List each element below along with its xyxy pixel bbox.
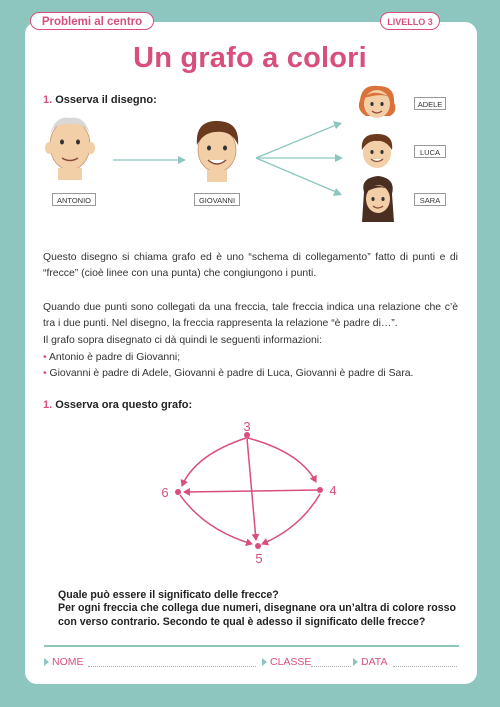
triangle-icon bbox=[353, 658, 358, 666]
footer-data[interactable]: DATA bbox=[353, 656, 387, 668]
node-6-label: 6 bbox=[161, 485, 169, 500]
paragraph-info: Il grafo sopra disegnato ci dà quindi le seguenti informazioni: bbox=[43, 335, 322, 346]
bullet-item-1: • Antonio è padre di Giovanni; bbox=[43, 352, 181, 363]
label-sara: SARA bbox=[414, 193, 446, 206]
data-line bbox=[393, 666, 457, 667]
level-tag: LIVELLO 3 bbox=[380, 12, 440, 30]
paragraph-definition: Questo disegno si chiama grafo ed è uno “schema di collegamento” fatto di punti e di “frecce” (cioè linee con una punta) che congiungono i punti. bbox=[43, 252, 458, 279]
label-luca: LUCA bbox=[414, 145, 446, 158]
label-antonio: ANTONIO bbox=[52, 193, 96, 206]
page-title: Un grafo a colori bbox=[133, 42, 367, 74]
nome-line bbox=[88, 666, 256, 667]
bullet-dot-icon: • bbox=[43, 368, 47, 379]
footer-nome[interactable]: NOME bbox=[44, 656, 84, 668]
edge-3-5 bbox=[247, 438, 256, 540]
edge-3-4 bbox=[248, 438, 316, 482]
footer-classe[interactable]: CLASSE bbox=[262, 656, 311, 668]
node-3-label: 3 bbox=[243, 419, 251, 434]
node-5 bbox=[255, 543, 261, 549]
edge-4-6 bbox=[184, 490, 318, 492]
bullet-dot-icon: • bbox=[43, 352, 47, 363]
edge-4-5 bbox=[262, 494, 320, 544]
node-6 bbox=[175, 489, 181, 495]
category-tag: Problemi al centro bbox=[30, 12, 154, 30]
edge-3-6 bbox=[182, 438, 246, 486]
triangle-icon bbox=[262, 658, 267, 666]
classe-line bbox=[311, 666, 351, 667]
bullet-item-2: • Giovanni è padre di Adele, Giovanni è padre di Luca, Giovanni è padre di Sara. bbox=[43, 368, 414, 379]
node-5-label: 5 bbox=[255, 551, 263, 566]
paragraph-relation: Quando due punti sono collegati da una freccia, tale freccia indica una relazione che c’è tra i due punti. Nel disegno, la freccia rappresenta la relazione “è padre di…”. bbox=[43, 302, 458, 329]
edge-6-5 bbox=[180, 495, 252, 544]
node-4 bbox=[317, 487, 323, 493]
node-4-label: 4 bbox=[329, 483, 337, 498]
section-2-heading: 1. Osserva ora questo grafo: bbox=[43, 399, 193, 411]
triangle-icon bbox=[44, 658, 49, 666]
footer-divider bbox=[44, 645, 459, 647]
label-adele: ADELE bbox=[414, 97, 446, 110]
section-1-heading: 1. Osserva il disegno: bbox=[43, 94, 157, 106]
question-line-2: Per ogni freccia che collega due numeri, disegnane ora un’altra di colore rosso con verso contrario. Secondo te qual è adesso il significato delle frecce? bbox=[58, 602, 456, 628]
question-line-1: Quale può essere il significato delle frecce? bbox=[58, 589, 279, 601]
label-giovanni: GIOVANNI bbox=[194, 193, 240, 206]
